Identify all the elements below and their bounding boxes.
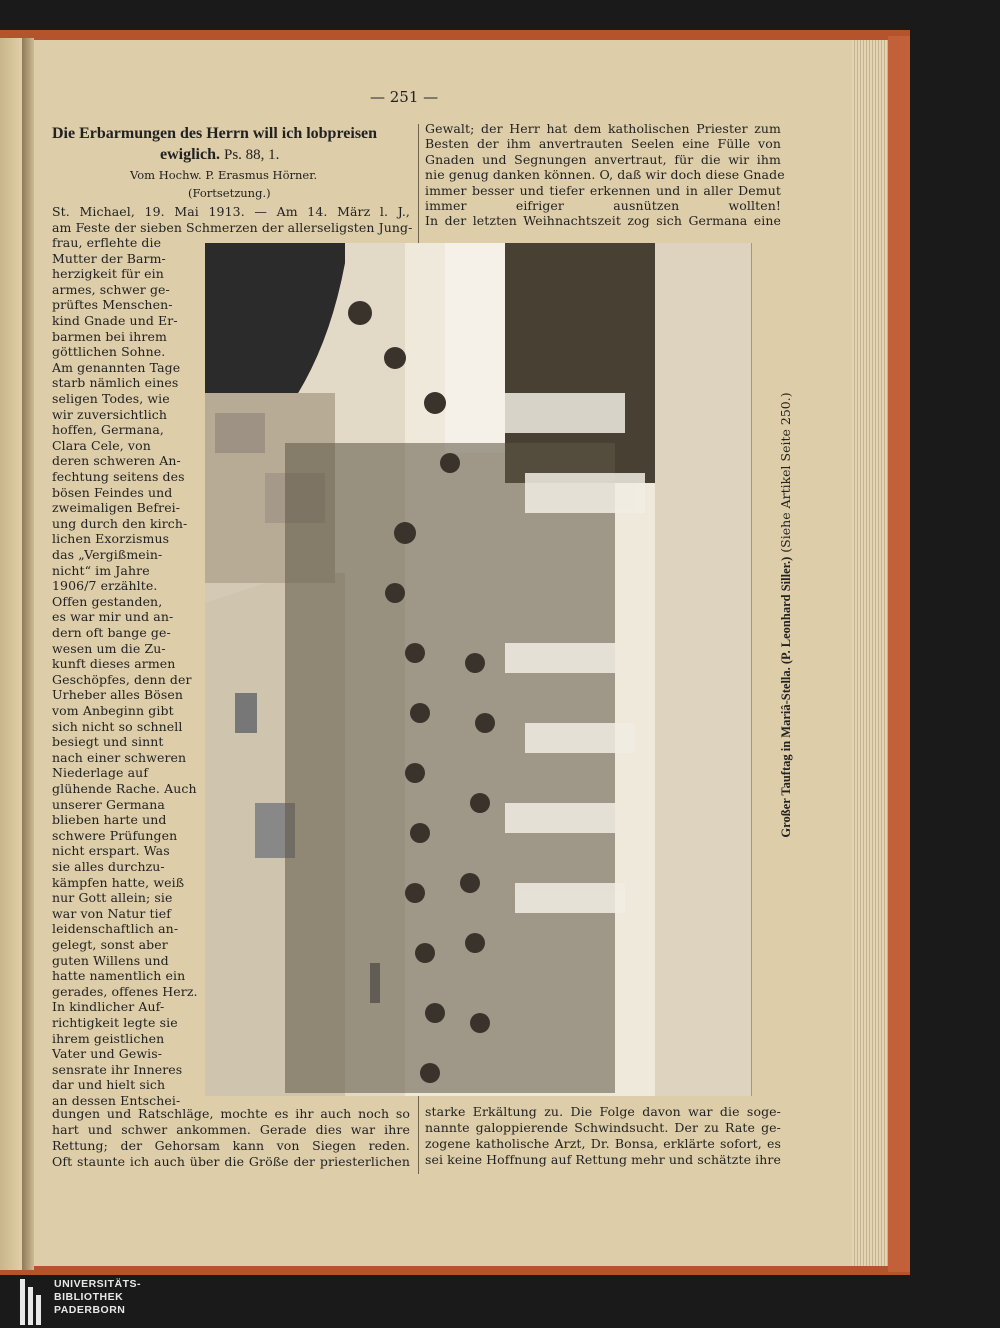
text-line: zogene katholische Arzt, Dr. Bonsa, erklärte sofort, es	[425, 1136, 781, 1151]
library-logo-bar	[0, 1276, 1000, 1328]
text-line: nicht“ im Jahre	[52, 562, 150, 578]
text-line: dungen und Ratschläge, mochte es ihr auch noch so	[52, 1106, 410, 1121]
text-line: Urheber alles Bösen	[52, 687, 184, 703]
text-line: sensrate ihr Inneres	[52, 1061, 183, 1077]
text-line: wesen um die Zu-	[52, 640, 166, 656]
photo-caption	[768, 330, 804, 900]
text-line: immer eifriger ausnützen wollten!	[425, 198, 781, 213]
text-line: ung durch den kirch-	[52, 515, 188, 531]
text-line: ihrem geistlichen	[52, 1030, 165, 1046]
text-line: Gewalt; der Herr hat dem katholischen Priester zum	[425, 121, 781, 136]
text-line: göttlichen Sohne.	[52, 344, 166, 360]
article-author: Vom Hochw. P. Erasmus Hörner.	[130, 168, 318, 182]
logo-line2: BIBLIOTHEK	[54, 1291, 124, 1303]
text-line: gerades, offenes Herz.	[52, 983, 198, 999]
text-line: dern oft bange ge-	[52, 625, 171, 640]
cover-edge	[888, 36, 910, 1272]
photo-illustration	[205, 243, 752, 1096]
text-line: St. Michael, 19. Mai 1913. — Am 14. März l. J.,	[52, 204, 410, 219]
text-line: nannte galoppierende Schwindsucht. Der zu Rate ge-	[425, 1120, 781, 1135]
text-line: seligen Todes, wie	[52, 391, 170, 406]
article-title-word: ewiglich.	[160, 146, 220, 163]
text-line: leidenschaftlich an-	[52, 921, 179, 937]
text-line: Gnaden und Segnungen anvertraut, für die wir ihm	[425, 151, 781, 167]
page-number: — 251 —	[370, 88, 439, 106]
text-line: herzigkeit für ein	[52, 266, 164, 282]
continuation-note: (Fortsetzung.)	[188, 186, 271, 200]
text-line: Oft staunte ich auch über die Größe der priesterlichen	[52, 1154, 410, 1169]
text-line: hatte namentlich ein	[52, 968, 186, 984]
text-line: kunft dieses armen	[52, 656, 176, 672]
caption-note: (Siehe Artikel Seite 250.)	[778, 392, 793, 553]
text-line: war von Natur tief	[52, 905, 171, 921]
text-line: kämpfen hatte, weiß	[52, 874, 185, 890]
text-line: Mutter der Barm-	[52, 250, 166, 266]
text-line: an dessen Entschei-	[52, 1093, 181, 1108]
text-line: blieben harte und	[52, 812, 167, 828]
text-line: hoffen, Germana,	[52, 422, 164, 438]
text-line: prüftes Menschen-	[52, 297, 173, 313]
text-line: Besten der ihm anvertrauten Seelen eine Fülle von	[425, 136, 781, 152]
article-title-line1: Die Erbarmungen des Herrn will ich lobpreisen	[52, 125, 378, 142]
text-line: In der letzten Weihnachtszeit zog sich Germana eine	[425, 213, 781, 229]
page-stack-edges	[852, 40, 888, 1266]
text-line: vom Anbeginn gibt	[52, 703, 174, 718]
text-line: sie alles durchzu-	[52, 859, 165, 874]
text-line: sei keine Hoffnung auf Rettung mehr und schätzte ihre	[425, 1152, 781, 1167]
text-line: starb nämlich eines	[52, 375, 179, 391]
article-title-line2	[160, 146, 279, 164]
baptism-photo	[205, 243, 752, 1096]
text-line: schwere Prüfungen	[52, 827, 178, 843]
text-line: barmen bei ihrem	[52, 328, 167, 344]
library-logo-icon	[20, 1279, 46, 1325]
text-line: nach einer schweren	[52, 749, 187, 765]
text-line: Vater und Gewis-	[52, 1046, 163, 1062]
book-gutter	[22, 38, 34, 1270]
text-line: fechtung seitens des	[52, 469, 185, 484]
text-line: hart und schwer ankommen. Gerade dies war ihre	[52, 1122, 410, 1137]
text-line: 1906/7 erzählte.	[52, 578, 158, 594]
text-line: nicht erspart. Was	[52, 843, 170, 859]
text-line: Niederlage auf	[52, 765, 149, 781]
text-line: besiegt und sinnt	[52, 734, 164, 750]
text-line: glühende Rache. Auch	[52, 781, 197, 796]
caption-title: Großer Tauftag in Mariâ-Stella. (P. Leonhard Siller.)	[779, 556, 793, 838]
text-line: am Feste der sieben Schmerzen der allerseligsten Jung-	[52, 220, 413, 235]
text-line: kind Gnade und Er-	[52, 313, 178, 328]
text-line: nie genug danken können. O, daß wir doch diese Gnade	[425, 167, 785, 183]
text-line: bösen Feindes und	[52, 484, 173, 500]
text-line: es war mir und an-	[52, 609, 174, 625]
text-line: Offen gestanden,	[52, 593, 163, 609]
text-line: In kindlicher Auf-	[52, 999, 165, 1015]
text-line: Clara Cele, von	[52, 437, 151, 453]
text-line: dar und hielt sich	[52, 1077, 166, 1093]
text-line: das „Vergißmein-	[52, 547, 163, 562]
text-line: nur Gott allein; sie	[52, 890, 173, 906]
text-line: zweimaligen Befrei-	[52, 500, 181, 516]
text-line: wir zuversichtlich	[52, 406, 168, 422]
text-line: sich nicht so schnell	[52, 718, 183, 734]
text-line: Am genannten Tage	[52, 359, 181, 375]
text-line: lichen Exorzismus	[52, 531, 170, 547]
text-line: guten Willens und	[52, 952, 169, 968]
text-line: gelegt, sonst aber	[52, 937, 168, 952]
text-line: richtigkeit legte sie	[52, 1015, 178, 1030]
text-line: immer besser und tiefer erkennen und in aller Demut	[425, 182, 781, 198]
psalm-reference: Ps. 88, 1.	[224, 147, 280, 163]
text-line: unserer Germana	[52, 796, 165, 812]
text-line: starke Erkältung zu. Die Folge davon war die soge-	[425, 1104, 781, 1119]
logo-line3: PADERBORN	[54, 1304, 126, 1316]
facing-page-edge	[0, 38, 22, 1270]
text-line: frau, erflehte die	[52, 235, 162, 250]
text-line: Rettung; der Gehorsam kann von Siegen reden.	[52, 1138, 410, 1153]
logo-line1: UNIVERSITÄTS-	[54, 1278, 142, 1290]
text-line: armes, schwer ge-	[52, 281, 170, 297]
text-line: deren schweren An-	[52, 453, 181, 469]
photo-caption-text	[778, 392, 794, 837]
text-line: Geschöpfes, denn der	[52, 671, 192, 687]
